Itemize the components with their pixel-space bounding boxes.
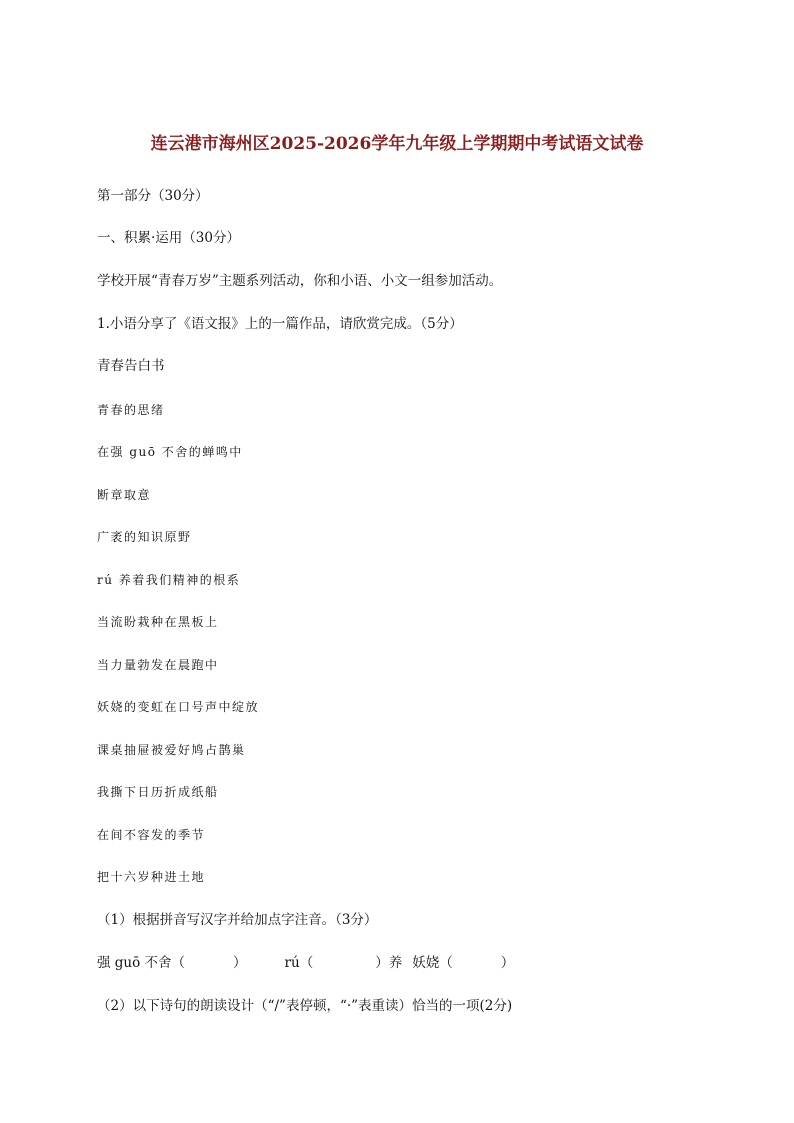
poem-line: 课桌抽屉被爱好鸠占鹊巢 xyxy=(97,743,246,757)
poem-line: 妖娆的变虹在口号声中绽放 xyxy=(97,700,260,714)
poem-line: 在间不容发的季节 xyxy=(97,828,206,842)
poem-line: 当力量勃发在晨跑中 xyxy=(97,658,219,672)
poem-line: 在强 guō 不舍的蝉鸣中 xyxy=(97,445,243,459)
fill-item-a: 强 guō 不舍（ xyxy=(97,955,186,971)
poem-line: rú 养着我们精神的根系 xyxy=(97,573,241,587)
fill-item-c-close: ） xyxy=(500,955,515,971)
section-heading: 一、积累·运用（30分） xyxy=(97,230,240,246)
poem-line: 断章取意 xyxy=(97,488,152,502)
fill-item-a-close: ） xyxy=(233,955,247,971)
question-1: 1.小语分享了《语文报》上的一篇作品，请欣赏完成。（5分） xyxy=(97,316,463,332)
question-1-1: （1）根据拼音写汉字并给加点字注音。（3分） xyxy=(97,912,378,928)
activity-intro: 学校开展“青春万岁”主题系列活动，你和小语、小文一组参加活动。 xyxy=(97,273,503,289)
part-heading: 第一部分（30分） xyxy=(97,188,209,204)
fill-item-c: 妖娆（ xyxy=(412,955,453,971)
poem-line: 我撕下日历折成纸船 xyxy=(97,785,219,799)
fill-in-row xyxy=(97,954,514,972)
exam-title: 连云港市海州区2025-2026学年九年级上学期期中考试语文试卷 xyxy=(150,134,644,154)
poem-line: 青春的思绪 xyxy=(97,403,165,417)
poem-line: 广袤的知识原野 xyxy=(97,530,192,544)
poem-title: 青春告白书 xyxy=(97,358,165,374)
fill-item-b: rú（ xyxy=(284,955,314,971)
poem-line: 当流盼栽种在黑板上 xyxy=(97,615,219,629)
fill-item-b-close: ）养 xyxy=(375,955,403,971)
question-1-2: （2）以下诗句的朗读设计（“/”表停顿，“·”表重读）恰当的一项(2分) xyxy=(97,998,513,1014)
poem-line: 把十六岁种进土地 xyxy=(97,870,206,884)
